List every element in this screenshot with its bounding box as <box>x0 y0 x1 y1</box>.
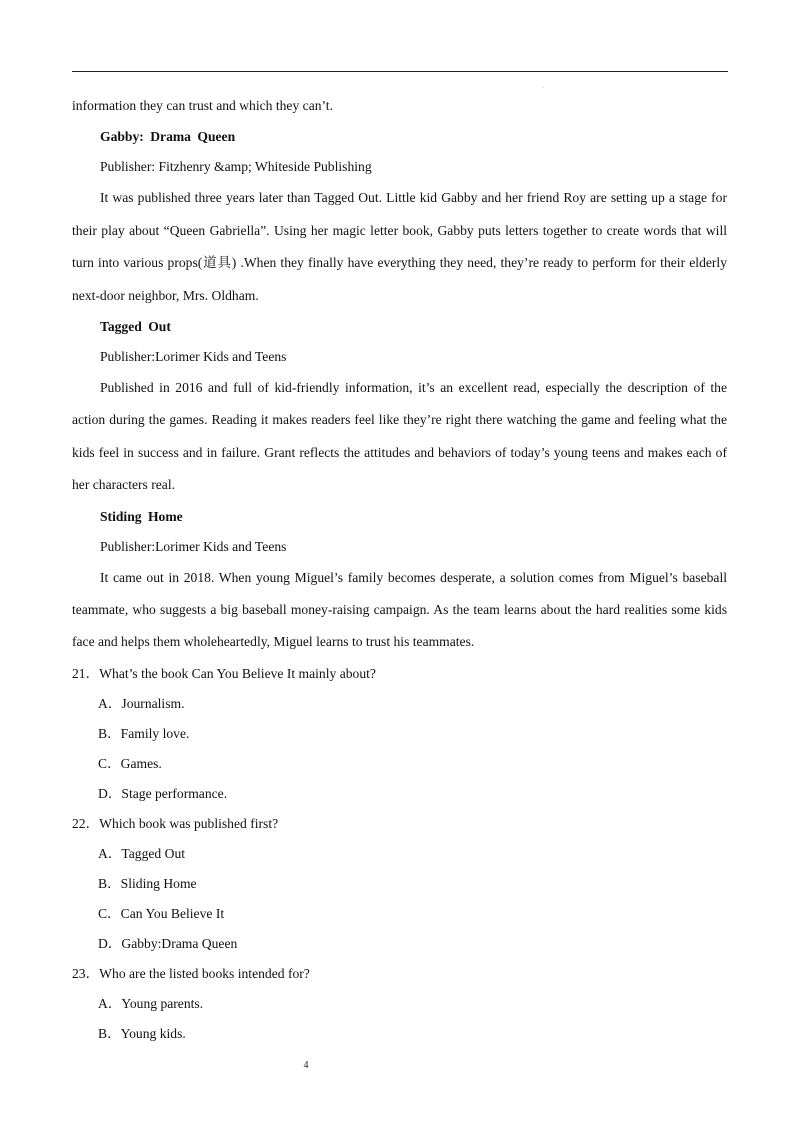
book-description-stiding-home: It came out in 2018. When young Miguel’s family becomes desperate, a solution comes from Miguel’s baseball teammate, who suggests a big baseball money-raising campaign. As the team learns about the hard realities some kids face and helps them wholeheartedly, Miguel learns to trust his teammates. <box>72 569 727 650</box>
question-22-option-c: C．Can You Believe It <box>98 905 225 921</box>
question-22-option-d: D．Gabby:Drama Queen <box>98 935 238 951</box>
question-21-option-d: D．Stage performance. <box>98 785 228 801</box>
book-publisher-tagged-out: Publisher:Lorimer Kids and Teens <box>100 349 287 365</box>
question-22-option-a: A．Tagged Out <box>98 845 186 861</box>
question-23-option-b: B．Young kids. <box>98 1025 186 1041</box>
question-21: 21．What’s the book Can You Believe It mainly about? <box>72 665 376 681</box>
book-description-gabby: It was published three years later than Tagged Out. Little kid Gabby and her friend Roy are setting up a stage for their play about “Queen Gabriella”. Using her magic letter book, Gabby puts letters together to create words that will turn into various props(道具) .When they finally have everything they need, they’re ready to perform for their elderly next-door neighbor, Mrs. Oldham. <box>72 190 727 303</box>
question-21-option-b: B．Family love. <box>98 725 190 741</box>
questions <box>72 659 727 1049</box>
header-rule <box>72 71 728 72</box>
book-title-gabby: Gabby: Drama Queen <box>100 129 236 145</box>
question-21-option-a: A．Journalism. <box>98 695 185 711</box>
page-content <box>72 90 727 1049</box>
book-publisher-stiding-home: Publisher:Lorimer Kids and Teens <box>100 538 287 554</box>
book-title-tagged-out: Tagged Out <box>100 319 171 335</box>
book-publisher-gabby: Publisher: Fitzhenry &amp; Whiteside Publishing <box>100 159 372 175</box>
header-mark: . <box>543 84 545 90</box>
question-21-option-c: C．Games. <box>98 755 162 771</box>
book-description-tagged-out: Published in 2016 and full of kid-friendly information, it’s an excellent read, especially the description of the action during the games. Reading it makes readers feel like they’re right there watching the game and feeling what the kids feel in success and in failure. Grant reflects the attitudes and behaviors of today’s young teens and makes each of her characters real. <box>72 380 727 493</box>
question-23: 23．Who are the listed books intended for? <box>72 965 310 981</box>
passage-continuation: information they can trust and which they can’t. <box>72 98 333 113</box>
question-22: 22．Which book was published first? <box>72 815 279 831</box>
book-title-stiding-home: Stiding Home <box>100 508 183 524</box>
question-22-option-b: B．Sliding Home <box>98 875 197 891</box>
page-number: 4 <box>303 1060 309 1071</box>
question-23-option-a: A．Young parents. <box>98 995 204 1011</box>
